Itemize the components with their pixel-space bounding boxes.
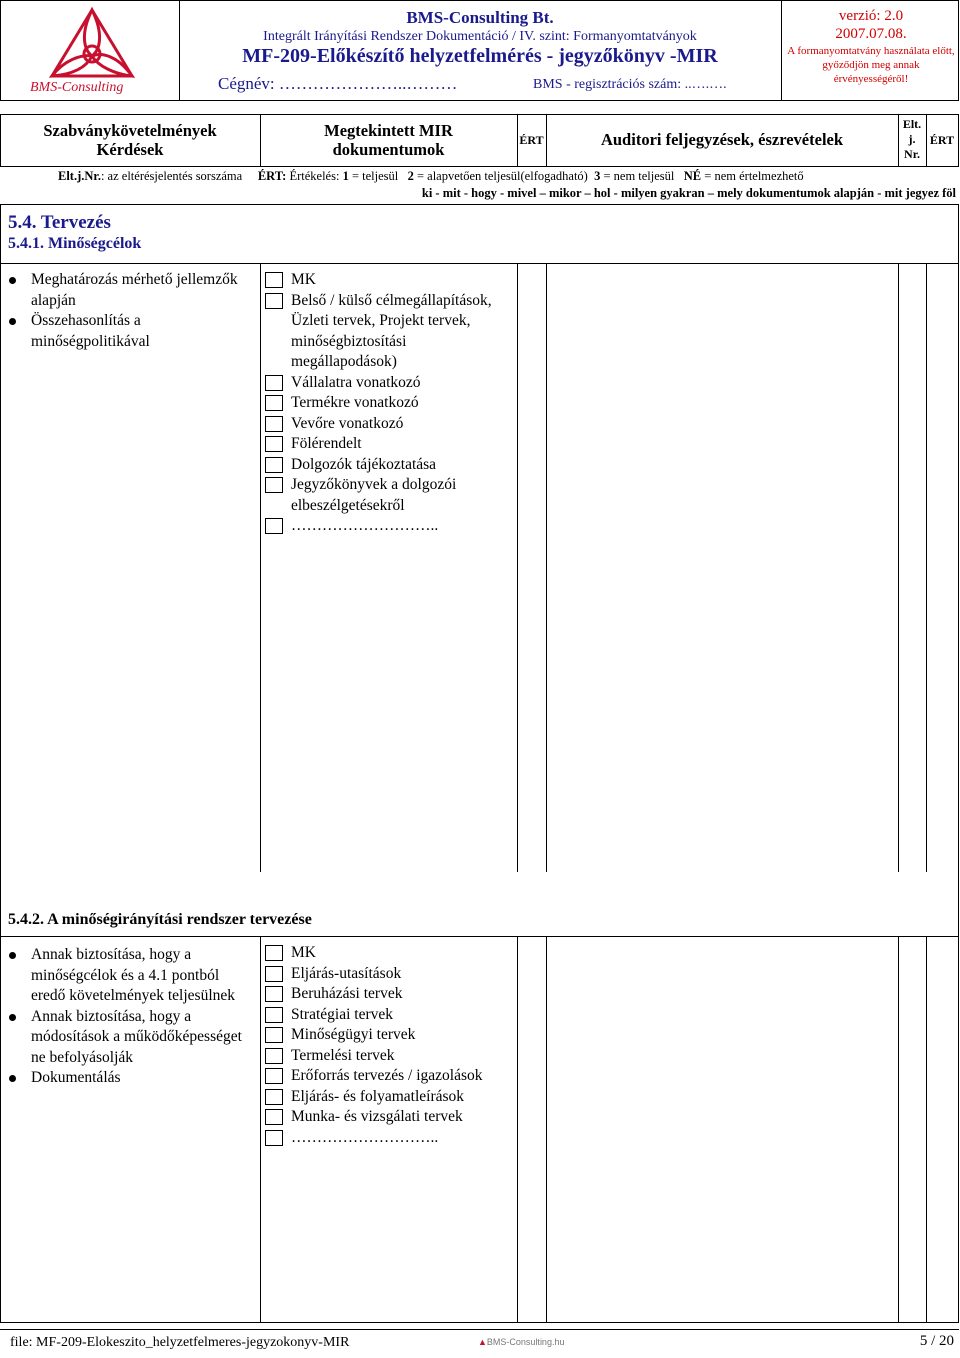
checkbox[interactable] [265,416,283,432]
validity-note: A formanyomtatvány használata előtt, győződjön meg annak érvényességéről! [787,45,955,85]
checklist-item[interactable]: Termékre vonatkozó [265,393,515,414]
checkbox[interactable] [265,1089,283,1105]
checklist-item[interactable]: Dolgozók tájékoztatása [265,455,515,476]
checkbox[interactable] [265,395,283,411]
column-rating-2: ÉRT [929,133,955,147]
checkbox[interactable] [265,293,283,309]
list-item: Meghatározás mérhető jellemzők alapján [8,270,256,311]
subsection-title-qms-planning: 5.4.2. A minőségirányítási rendszer tervezése [8,911,312,928]
column-deviation-number: Elt. j. Nr. [902,117,922,161]
section-title: 5.4. Tervezés [8,212,111,233]
question-list [8,945,256,1089]
list-item: Összehasonlítás a minőségpolitikával [8,311,256,352]
checkbox[interactable] [265,375,283,391]
checkbox[interactable] [265,1068,283,1084]
checklist-item[interactable]: Termelési tervek [265,1046,515,1067]
checklist-item[interactable]: Stratégiai tervek [265,1005,515,1026]
checkbox[interactable] [265,457,283,473]
document-subtitle: Integrált Irányítási Rendszer Dokumentáció / IV. szint: Formanyomtatványok [263,29,697,44]
list-item: Annak biztosítása, hogy a módosítások a működőképességet ne befolyásolják [8,1007,256,1069]
checklist-item[interactable]: Belső / külső célmegállapítások, Üzleti tervek, Projekt tervek, minőségbiztosítási megállapodások) [265,291,515,373]
checkbox[interactable] [265,1048,283,1064]
legend-line: Elt.j.Nr.: az eltérésjelentés sorszáma ÉRT: Értékelés: 1 = teljesül 2 = alapvetően teljesül(elfogadható) 3 = nem teljesül NÉ = nem értelmezhető [58,169,804,183]
legend-guidance: ki - mit - hogy - mivel – mikor – hol - milyen gyakran – mely dokumentumok alapján - mit jegyez föl [421,186,956,200]
company-logo [22,4,162,98]
list-item: Annak biztosítása, hogy a minőségcélok és a 4.1 pontból eredő követelmények teljesülnek [8,945,256,1007]
document-checklist [265,943,515,1148]
logo-mark-icon: ▲ [478,1337,487,1347]
checkbox[interactable] [265,272,283,288]
checkbox[interactable] [265,436,283,452]
page-number: 5 / 20 [919,1333,954,1349]
checklist-item[interactable]: Eljárás-utasítások [265,964,515,985]
checklist-item[interactable]: Fölérendelt [265,434,515,455]
checkbox[interactable] [265,945,283,961]
checkbox[interactable] [265,1027,283,1043]
company-title: BMS-Consulting Bt. [406,8,554,27]
logo-text: BMS-Consulting [30,80,124,95]
checkbox[interactable] [265,477,283,493]
checklist-item[interactable]: Jegyzőkönyvek a dolgozói elbeszélgetésekről [265,475,515,516]
checklist-item[interactable]: Vevőre vonatkozó [265,414,515,435]
version-label: verzió: 2.0 [838,8,904,24]
checklist-item[interactable]: Vállalatra vonatkozó [265,373,515,394]
checkbox[interactable] [265,966,283,982]
checklist-item[interactable]: ……………………….. [265,1128,515,1149]
checklist-item[interactable]: Minőségügyi tervek [265,1025,515,1046]
column-rating: ÉRT [519,133,544,147]
checklist-item[interactable]: Eljárás- és folyamatleírások [265,1087,515,1108]
column-requirements: Szabványkövetelmények Kérdések [43,121,217,159]
column-auditor-notes: Auditori feljegyzések, észrevételek [600,130,844,149]
footer-filename: file: MF-209-Elokeszito_helyzetfelmeres-jegyzokonyv-MIR [10,1335,350,1350]
checklist-item[interactable]: MK [265,270,515,291]
company-name-field[interactable]: Cégnév: …………………..……… [218,74,458,93]
checklist-item[interactable]: ……………………….. [265,516,515,537]
checkbox[interactable] [265,1007,283,1023]
question-list [8,270,256,352]
registration-number-field[interactable]: BMS - regisztrációs szám: ..….…. [533,77,727,92]
checklist-item[interactable]: Munka- és vizsgálati tervek [265,1107,515,1128]
checklist-item[interactable]: Beruházási tervek [265,984,515,1005]
checkbox[interactable] [265,1109,283,1125]
subsection-title-quality-objectives: 5.4.1. Minőségcélok [8,235,142,252]
list-item: Dokumentálás [8,1068,256,1089]
document-checklist [265,270,515,537]
checklist-item[interactable]: MK [265,943,515,964]
checkbox[interactable] [265,986,283,1002]
version-date: 2007.07.08. [835,26,907,42]
footer-logo: ▲BMS-Consulting.hu [478,1337,565,1347]
footer-divider [0,1329,959,1330]
form-title: MF-209-Előkészítő helyzetfelmérés - jegyzőkönyv -MIR [242,45,718,67]
column-documents: Megtekintett MIR dokumentumok [324,121,453,159]
checkbox[interactable] [265,518,283,534]
checklist-item[interactable]: Erőforrás tervezés / igazolások [265,1066,515,1087]
checkbox[interactable] [265,1130,283,1146]
